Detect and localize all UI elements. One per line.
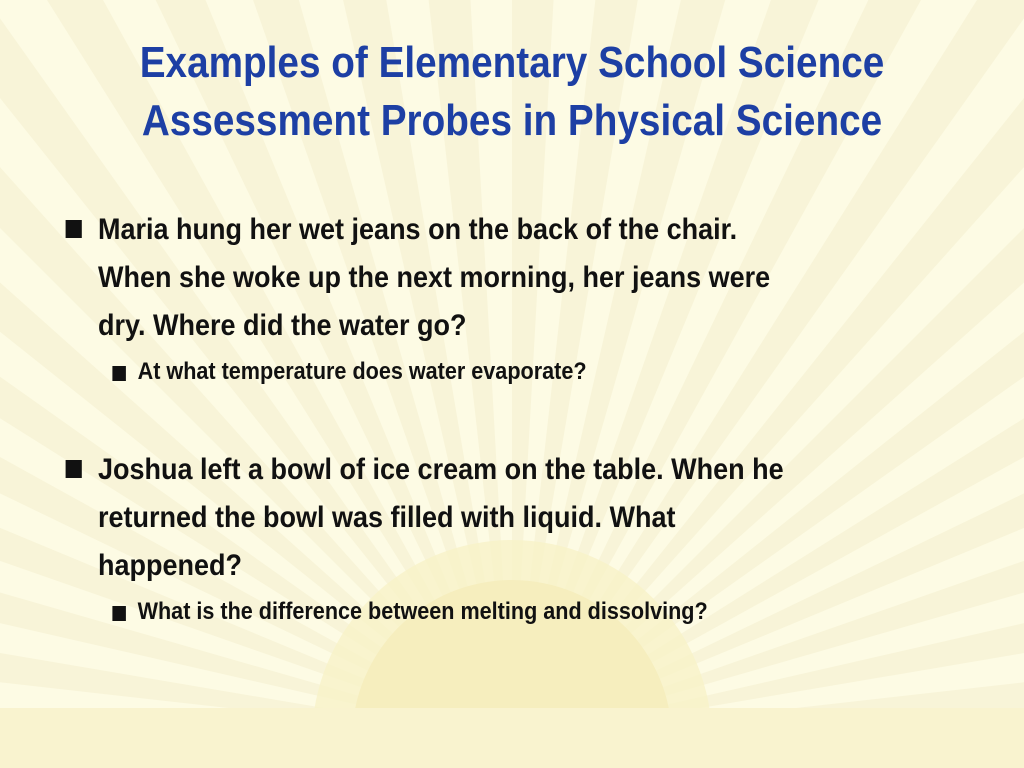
- bullet-item-1: [62, 206, 890, 350]
- slide-title: [61, 34, 962, 150]
- square-bullet-icon: [66, 460, 82, 478]
- bullet-item-2: [62, 446, 890, 590]
- bullet-1-line-2: When she woke up the next morning, her jeans were: [98, 261, 771, 294]
- sub-bullet-item-2: [62, 594, 890, 630]
- square-bullet-icon: [112, 366, 126, 381]
- bullet-1-line-3: dry. Where did the water go?: [98, 309, 467, 342]
- square-bullet-icon: [112, 606, 126, 621]
- sub-bullet-1-text: At what temperature does water evaporate?: [137, 358, 587, 385]
- square-bullet-icon: [66, 220, 82, 238]
- title-line-2: Assessment Probes in Physical Science: [141, 96, 883, 145]
- bullet-2-line-3: happened?: [98, 549, 243, 582]
- sub-bullet-2-text: What is the difference between melting and dissolving?: [137, 598, 708, 625]
- bullet-2-line-1: Joshua left a bowl of ice cream on the table. When he: [98, 453, 784, 486]
- slide-content: [62, 206, 982, 630]
- bullet-1-line-1: Maria hung her wet jeans on the back of the chair.: [98, 213, 738, 246]
- bullet-2-line-2: returned the bowl was filled with liquid. What: [98, 501, 676, 534]
- horizon-band: [0, 708, 1024, 768]
- title-line-1: Examples of Elementary School Science: [139, 38, 885, 87]
- sub-bullet-item-1: [62, 354, 890, 390]
